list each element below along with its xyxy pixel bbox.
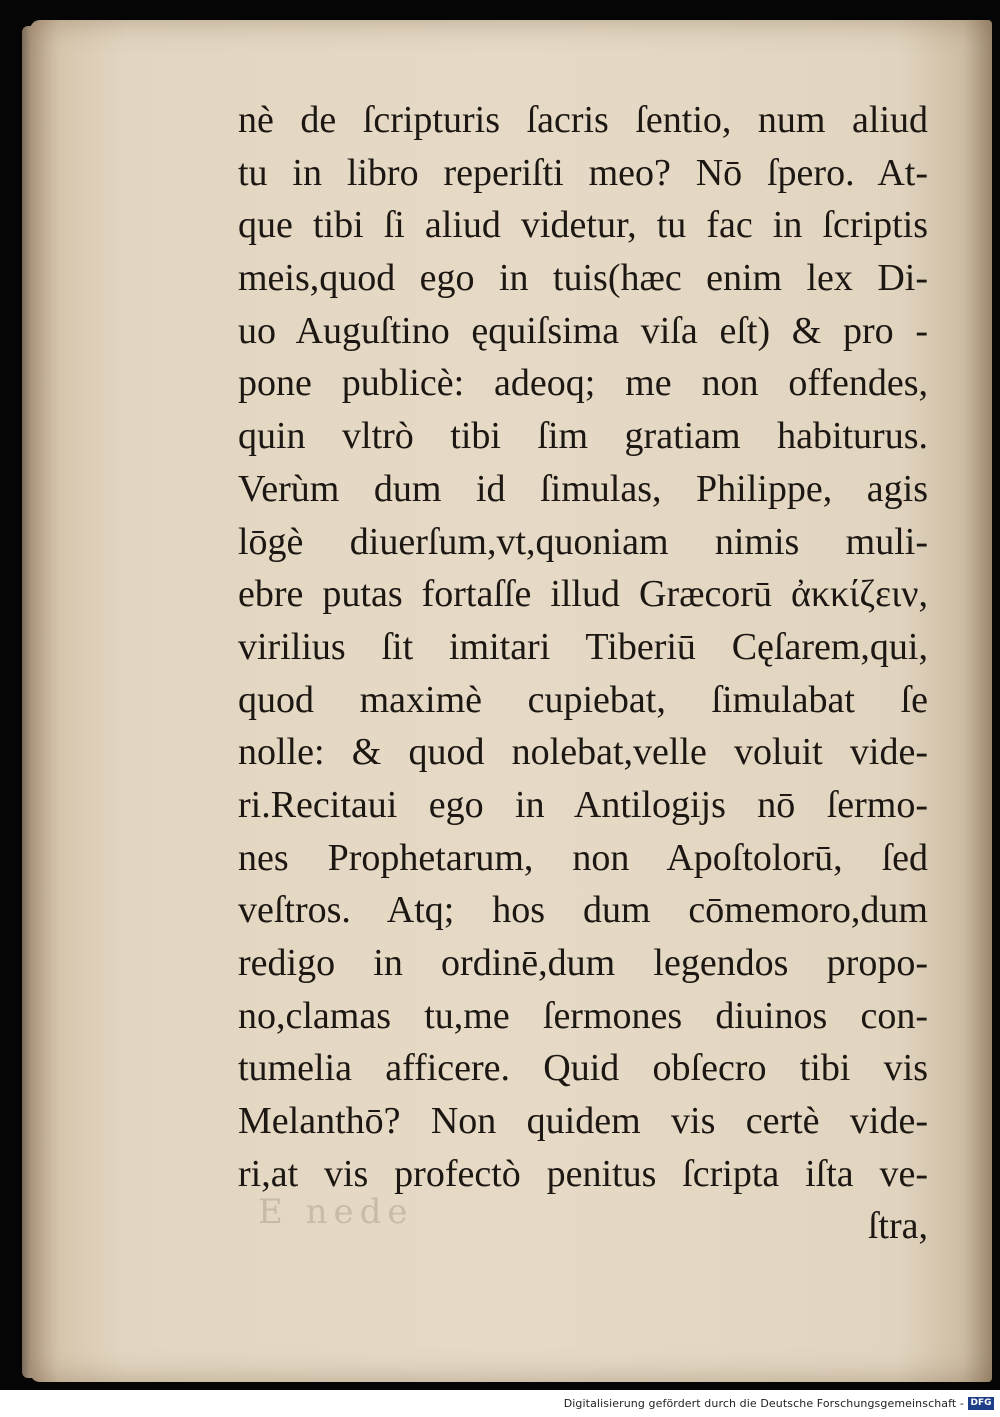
- text-line: Verùm dum id ſimulas, Philippe, agis: [238, 467, 928, 510]
- dfg-logo-icon: DFG: [968, 1397, 994, 1410]
- text-line: tu in libro reperiſti meo? Nō ſpero. At-: [238, 151, 928, 194]
- text-line: quin vltrò tibi ſim gratiam habiturus.: [238, 415, 928, 458]
- page-text: [238, 94, 948, 1253]
- text-line: nolle: & quod nolebat,velle voluit vide-: [238, 731, 928, 774]
- catchword: ſtra,: [867, 1205, 928, 1248]
- text-line: ri.Recitaui ego in Antilogijs nō ſermo-: [238, 783, 928, 826]
- text-line: ri,at vis profectò penitus ſcripta iſta ve-: [238, 1152, 928, 1195]
- text-line: meis,quod ego in tuis(hæc enim lex Di-: [238, 257, 928, 300]
- text-line: nè de ſcripturis ſacris ſentio, num aliud: [238, 99, 928, 141]
- text-line: no,clamas tu,me ſermones diuinos con-: [238, 994, 928, 1037]
- bleed-through-text: E nede: [258, 1192, 414, 1232]
- text-line: Melanthō? Non quidem vis certè vide-: [238, 1100, 928, 1143]
- text-line: tumelia afficere. Quid obſecro tibi vis: [238, 1047, 928, 1090]
- text-line: veſtros. Atq; hos dum cōmemoro,dum: [238, 889, 928, 932]
- text-line: uo Auguſtino ęquiſsima viſa eſt) & pro -: [238, 309, 928, 352]
- text-line: que tibi ſi aliud videtur, tu fac in ſcriptis: [238, 204, 928, 247]
- text-line: pone publicè: adeoq; me non offendes,: [238, 362, 928, 405]
- footer-credit: Digitalisierung gefördert durch die Deutsche Forschungsgemeinschaft -: [563, 1397, 964, 1410]
- text-line: virilius ſit imitari Tiberiū Cęſarem,qui,: [238, 625, 928, 668]
- text-line: redigo in ordinē,dum legendos propo-: [238, 942, 928, 984]
- text-line: lōgè diuerſum,vt,quoniam nimis muli-: [238, 520, 928, 563]
- text-line: quod maximè cupiebat, ſimulabat ſe: [238, 678, 928, 721]
- text-line: ebre putas fortaſſe illud Græcorū ἀκκίζειν,: [238, 573, 928, 616]
- text-line: nes Prophetarum, non Apoſtolorū, ſed: [238, 836, 928, 879]
